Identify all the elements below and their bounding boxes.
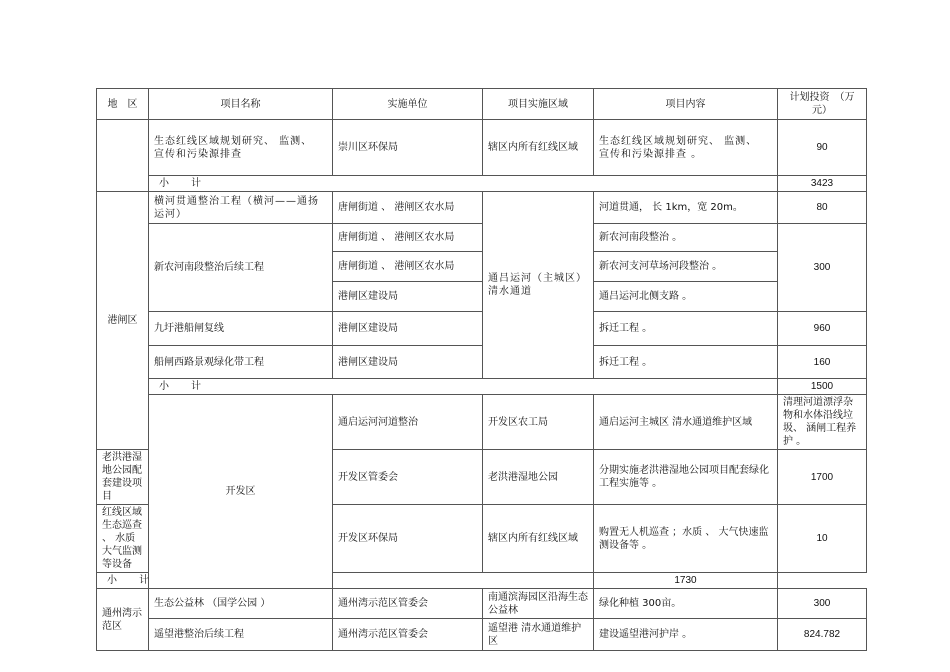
header-content: 项目内容: [594, 89, 778, 120]
implementing-unit: 港闸区建设局: [333, 312, 483, 346]
header-area: 项目实施区域: [483, 89, 594, 120]
project-content: 清理河道漂浮杂物和水体沿线垃圾、 涵闸工程养护 。: [778, 395, 867, 450]
project-name: 生态公益林 （国学公园 ）: [149, 589, 333, 619]
region-gangzha: 港闸区: [97, 192, 149, 450]
project-area: 南通滨海园区沿海生态公益林: [483, 589, 594, 619]
subtotal-row: [97, 573, 867, 589]
subtotal-value: 1500: [778, 379, 867, 395]
implementing-unit: 港闸区建设局: [333, 282, 483, 312]
project-name: 生态红线区域规划研究、 监测、 宣传和污染源排查: [149, 120, 333, 176]
implementing-unit: 唐闸街道 、 港闸区农水局: [333, 192, 483, 224]
subtotal-label: 小 计: [97, 573, 594, 589]
table-row: [97, 619, 867, 651]
project-name: 新农河南段整治后续工程: [149, 224, 333, 312]
implementing-unit: 崇川区环保局: [333, 120, 483, 176]
project-content: 建设遥望港河护岸 。: [594, 619, 778, 651]
implementing-unit: 开发区环保局: [333, 505, 483, 573]
header-unit: 实施单位: [333, 89, 483, 120]
project-name: 九圩港船闸复线: [149, 312, 333, 346]
table-row: [97, 192, 867, 224]
subtotal-value: 3423: [778, 176, 867, 192]
header-project-name: 项目名称: [149, 89, 333, 120]
table-row: [97, 224, 867, 252]
project-name: 通启运河河道整治: [333, 395, 483, 450]
project-area: 辖区内所有红线区域: [483, 120, 594, 176]
project-content: 生态红线区域规划研究、 监测、 宣传和污染源排查 。: [594, 120, 778, 176]
project-name: 船闸西路景观绿化带工程: [149, 346, 333, 379]
region-tongzhouwan: 通州湾示范区: [97, 589, 149, 651]
project-content: 新农河支河草场河段整治 。: [594, 252, 778, 282]
header-region: 地 区: [97, 89, 149, 120]
investment-value: 1700: [778, 450, 867, 505]
project-content: 购置无人机巡查 ；水质 、 大气快速监测设备等 。: [594, 505, 778, 573]
region-kaifa: 开发区: [149, 395, 333, 589]
project-name: 遥望港整治后续工程: [149, 619, 333, 651]
investment-value: 824.782: [778, 619, 867, 651]
project-name: 红线区域生态巡查 、 水质大气监测等设备: [97, 505, 149, 573]
project-content: 河道贯通， 长 1km，宽 20m。: [594, 192, 778, 224]
project-name: 老洪港湿地公园配套建设项目: [97, 450, 149, 505]
region-cell-empty: [97, 120, 149, 192]
project-area: 通吕运河（主城区）清水通道: [483, 192, 594, 379]
project-content: 分期实施老洪港湿地公园项目配套绿化工程实施等 。: [594, 450, 778, 505]
subtotal-row: [97, 176, 867, 192]
implementing-unit: 开发区农工局: [483, 395, 594, 450]
project-content: 通吕运河北侧支路 。: [594, 282, 778, 312]
subtotal-value: 1730: [594, 573, 778, 589]
header-investment: 计划投资 （万元）: [778, 89, 867, 120]
implementing-unit: 开发区管委会: [333, 450, 483, 505]
implementing-unit: 通州湾示范区管委会: [333, 589, 483, 619]
investment-value: 80: [778, 192, 867, 224]
investment-value: 160: [778, 346, 867, 379]
project-content: 拆迁工程 。: [594, 312, 778, 346]
header-row: [97, 89, 867, 120]
implementing-unit: 唐闸街道 、 港闸区农水局: [333, 252, 483, 282]
implementing-unit: 通州湾示范区管委会: [333, 619, 483, 651]
project-area: 遥望港 清水通道维护区: [483, 619, 594, 651]
subtotal-label: 小 计: [149, 379, 778, 395]
project-area: 通启运河主城区 清水通道维护区域: [594, 395, 778, 450]
investment-table: [96, 88, 867, 651]
project-name: 横河贯通整治工程（横河——通扬运河）: [149, 192, 333, 224]
project-area: 老洪港湿地公园: [483, 450, 594, 505]
table-row: [97, 346, 867, 379]
implementing-unit: 唐闸街道 、 港闸区农水局: [333, 224, 483, 252]
investment-value: 90: [778, 120, 867, 176]
investment-value: 960: [778, 312, 867, 346]
project-area: 辖区内所有红线区域: [483, 505, 594, 573]
table-row: [97, 120, 867, 176]
subtotal-row: [97, 379, 867, 395]
investment-value: 300: [778, 589, 867, 619]
table-row: [97, 395, 867, 450]
subtotal-label: 小 计: [149, 176, 778, 192]
project-content: 绿化种植 300亩。: [594, 589, 778, 619]
project-content: 拆迁工程 。: [594, 346, 778, 379]
table-row: [97, 589, 867, 619]
project-content: 新农河南段整治 。: [594, 224, 778, 252]
investment-value: 300: [778, 224, 867, 312]
table-row: [97, 312, 867, 346]
investment-value: 10: [778, 505, 867, 573]
implementing-unit: 港闸区建设局: [333, 346, 483, 379]
